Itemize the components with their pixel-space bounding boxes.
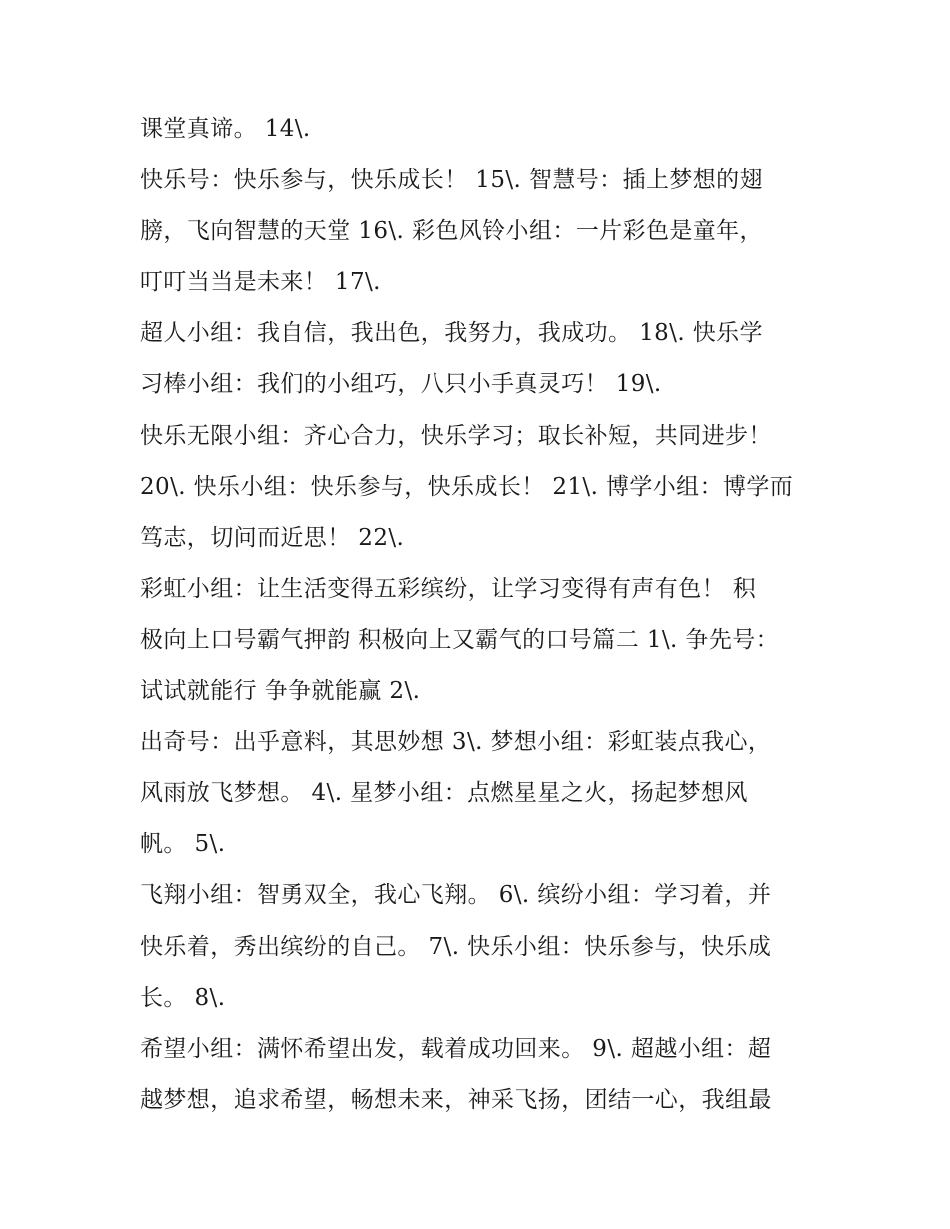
text-line: 风雨放飞梦想。 4\. 星梦小组：点燃星星之火，扬起梦想风 xyxy=(140,780,748,807)
text-line: 极向上口号霸气押韵 积极向上又霸气的口号篇二 1\. 争先号： xyxy=(140,626,780,653)
text-line: 试试就能行 争争就能赢 2\. xyxy=(140,678,421,705)
text-line: 希望小组：满怀希望出发，载着成功回来。 9\. 超越小组：超 xyxy=(140,1035,772,1062)
text-line: 快乐无限小组：齐心合力，快乐学习；取长补短，共同进步！ xyxy=(140,422,772,449)
text-line: 长。 8\. xyxy=(140,984,226,1011)
text-line: 叮叮当当是未来！ 17\. xyxy=(140,269,381,296)
text-line: 出奇号：出乎意料，其思妙想 3\. 梦想小组：彩虹装点我心， xyxy=(140,729,772,756)
text-line: 快乐着，秀出缤纷的自己。 7\. 快乐小组：快乐参与，快乐成 xyxy=(140,933,772,960)
text-line: 20\. 快乐小组：快乐参与，快乐成长！ 21\. 博学小组：博学而 xyxy=(140,473,794,500)
text-line: 快乐号：快乐参与，快乐成长！ 15\. 智慧号：插上梦想的翅 xyxy=(140,167,763,194)
text-line: 膀，飞向智慧的天堂 16\. 彩色风铃小组：一片彩色是童年， xyxy=(140,218,763,245)
text-line: 笃志，切问而近思！ 22\. xyxy=(140,524,405,551)
body-text xyxy=(140,104,840,1126)
text-line: 帆。 5\. xyxy=(140,831,226,858)
text-line: 越梦想，追求希望，畅想未来，神采飞扬，团结一心，我组最 xyxy=(140,1086,772,1113)
text-line: 彩虹小组：让生活变得五彩缤纷，让学习变得有声有色！ 积 xyxy=(140,575,757,602)
text-line: 飞翔小组：智勇双全，我心飞翔。 6\. 缤纷小组：学习着，并 xyxy=(140,882,772,909)
text-line: 超人小组：我自信，我出色，我努力，我成功。 18\. 快乐学 xyxy=(140,320,763,347)
text-line: 习棒小组：我们的小组巧，八只小手真灵巧！ 19\. xyxy=(140,371,662,398)
text-line: 课堂真谛。 14\. xyxy=(140,116,311,142)
